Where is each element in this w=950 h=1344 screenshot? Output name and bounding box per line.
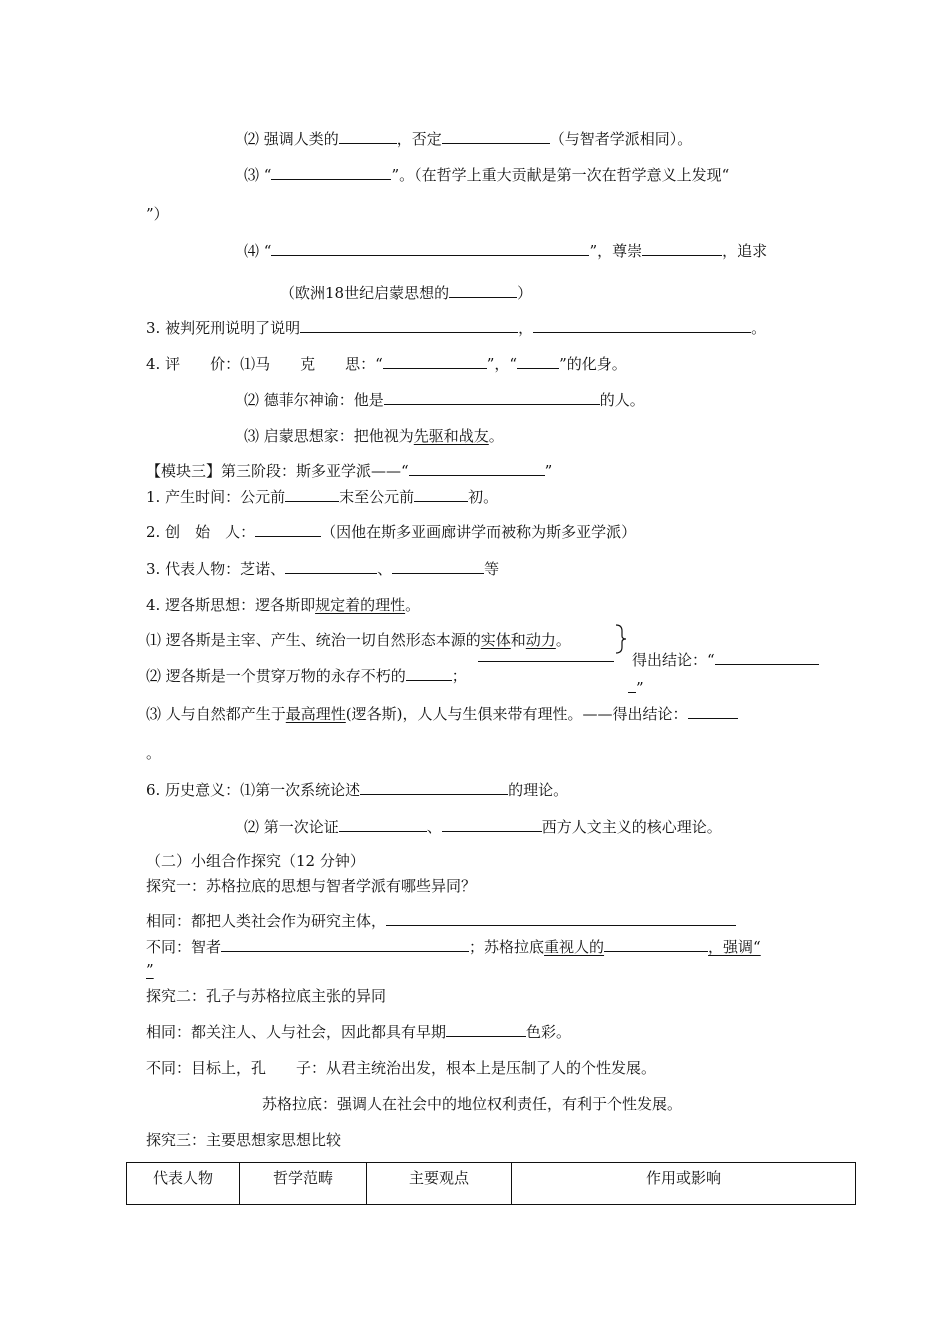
representatives: 3. 代表人物：芝诺、 、 等 [146,560,500,578]
logos-point-3-end: 。 [146,744,162,762]
blank[interactable] [360,780,508,795]
blank[interactable] [339,817,427,832]
item-4-cont: （欧洲18世纪启蒙思想的 ） [280,284,533,302]
blank[interactable] [271,241,589,256]
blank[interactable] [406,666,452,681]
historical-significance-2: ⑵ 第一次论证 、 西方人文主义的核心理论。 [244,818,722,836]
item-2: ⑵ 强调人类的 ，否定 （与智者学派相同）。 [244,130,693,148]
blank[interactable] [533,318,751,333]
table-header-cell: 主要观点 [367,1163,512,1205]
logos-point-1: ⑴ 逻各斯是主宰、产生、统治一切自然形态本源的实体和动力。 [146,631,571,649]
item-4: ⑷ “ ”，尊崇 ，追求 [244,242,768,260]
origin-time: 1. 产生时间：公元前 末至公元前 初。 [146,488,499,506]
inquiry-1-same: 相同：都把人类社会作为研究主体， [146,911,736,931]
logos-point-2: ⑵ 逻各斯是一个贯穿万物的永存不朽的 ； [146,667,467,685]
blank[interactable] [409,461,545,476]
blank[interactable] [604,937,708,952]
logos-point-3: ⑶ 人与自然都产生于最高理性(逻各斯)，人人与生俱来带有理性。——得出结论： [146,704,738,724]
blank[interactable] [446,1022,526,1037]
blank[interactable] [688,704,738,719]
inquiry-2: 探究二：孔子与苏格拉底主张的异同 [146,987,387,1005]
logos-idea: 4. 逻各斯思想：逻各斯即规定着的理性。 [146,596,421,614]
module3-heading: 【模块三】第三阶段：斯多亚学派——“ ” [146,462,553,480]
blank[interactable] [414,487,468,502]
blank[interactable] [517,354,559,369]
blank[interactable] [255,522,321,537]
blank[interactable] [628,678,636,693]
inquiry-2-same: 相同：都关注人、人与社会，因此都具有早期 色彩。 [146,1023,572,1041]
inquiry-2-diff-2: 苏格拉底：强调人在社会中的地位权利责任，有利于个性发展。 [262,1095,683,1113]
table-header-cell: 代表人物 [127,1163,240,1205]
evaluation: 4. 评 价：⑴马 克 思：“ ”，“ ”的化身。 [146,355,627,373]
blank[interactable] [384,390,600,405]
item-3: ⑶ “ ”。（在哲学上重大贡献是第一次在哲学意义上发现“ [244,166,730,184]
blank[interactable] [442,129,550,144]
blank[interactable] [383,354,487,369]
inquiry-3: 探究三：主要思想家思想比较 [146,1131,342,1149]
table-header-cell: 作用或影响 [512,1163,856,1205]
blank[interactable] [442,817,542,832]
enlightenment: ⑶ 启蒙思想家：把他视为先驱和战友。 [244,427,504,445]
blank[interactable] [386,911,736,926]
blank[interactable] [285,559,377,574]
blank[interactable] [715,650,819,665]
inquiry-1: 探究一：苏格拉底的思想与智者学派有哪些异同？ [146,877,477,895]
blank[interactable] [449,283,517,298]
table-header-row [127,1163,856,1205]
group-heading: （二）小组合作探究（12 分钟） [146,852,365,870]
item-3-cont: ”） [146,205,169,223]
underline-rule [478,661,614,662]
inquiry-1-diff-end: ” [146,961,154,979]
blank[interactable] [285,487,339,502]
blank[interactable] [642,241,722,256]
delphi-oracle: ⑵ 德菲尔神谕：他是 的人。 [244,391,645,409]
blank[interactable] [300,318,518,333]
inquiry-1-diff: 不同：智者 ；苏格拉底重视人的 ，强调“ [146,938,761,956]
death-sentence: 3. 被判死刑说明了说明 ， 。 [146,319,767,337]
blank[interactable] [339,129,397,144]
table-header-cell: 哲学范畴 [240,1163,367,1205]
blank[interactable] [271,165,391,180]
right-brace-icon [614,624,628,654]
conclusion-1-end: ” [628,678,644,698]
comparison-table [126,1162,856,1205]
conclusion-1: 得出结论：“ [632,650,819,670]
inquiry-2-diff-1: 不同：目标上，孔 子：从君主统治出发，根本上是压制了人的个性发展。 [146,1059,657,1077]
founder: 2. 创 始 人： （因他在斯多亚画廊讲学而被称为斯多亚学派） [146,523,637,541]
historical-significance: 6. 历史意义：⑴第一次系统论述 的理论。 [146,781,569,799]
blank[interactable] [221,937,469,952]
blank[interactable] [392,559,484,574]
